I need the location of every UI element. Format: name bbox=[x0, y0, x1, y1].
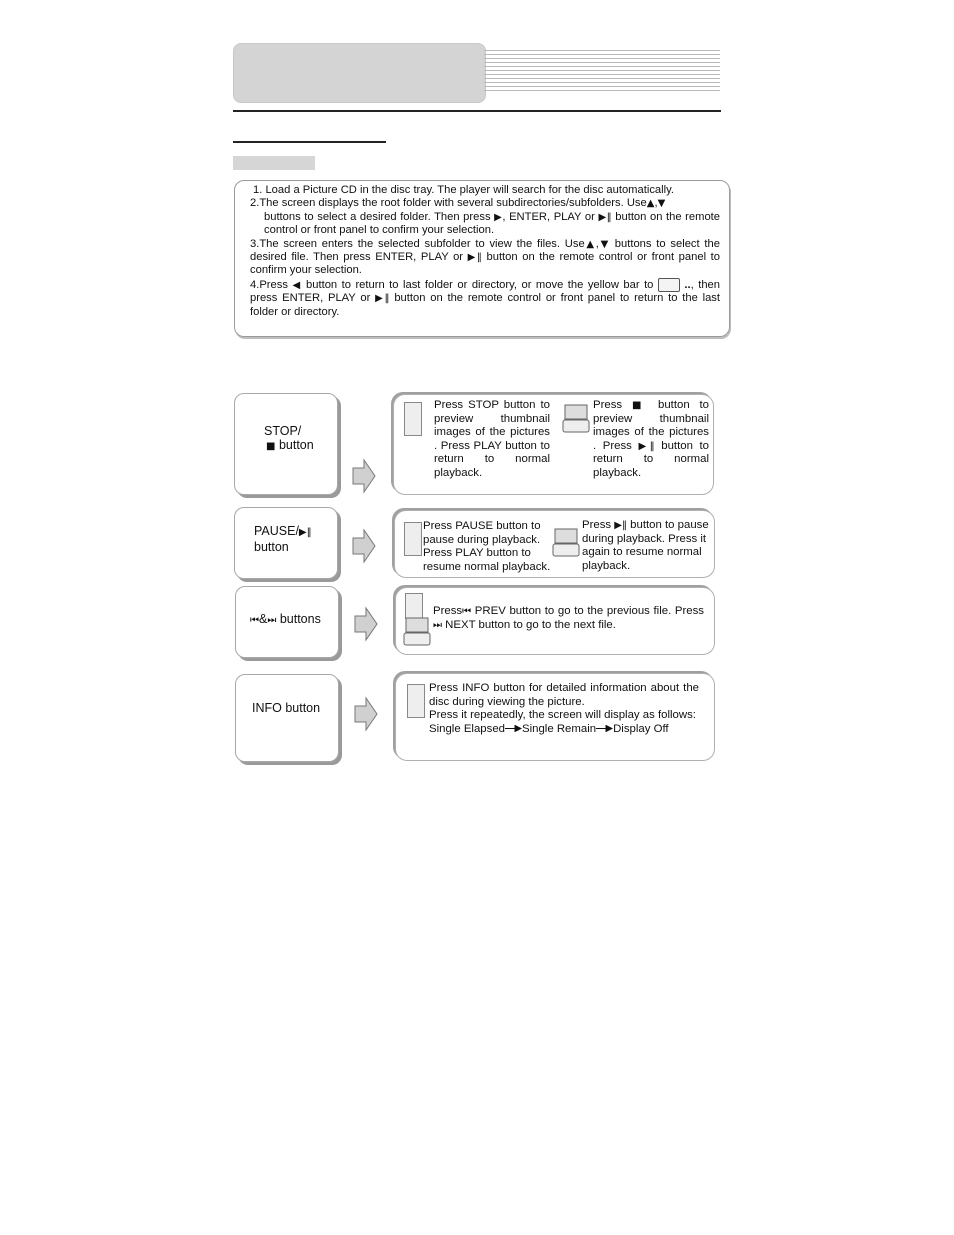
step-text: button on the remote control or front panel to confirm your selection. bbox=[250, 251, 721, 277]
info-text bbox=[429, 682, 699, 736]
stop-icon: ■ bbox=[266, 441, 276, 452]
step-text: button on the remote control or front panel to confirm your selection. bbox=[264, 210, 721, 237]
play-pause-icon: ▶‖ bbox=[467, 252, 482, 264]
stop-player-text bbox=[593, 399, 709, 481]
sequence-item: Display Off bbox=[613, 722, 669, 735]
desc-text: Press bbox=[582, 519, 612, 531]
desc-text: button to return to normal playback. bbox=[593, 439, 709, 479]
steps-list bbox=[250, 184, 720, 319]
stop-icon: ■ bbox=[631, 400, 649, 411]
arrow-icon bbox=[596, 725, 613, 732]
step-text: , ENTER, PLAY or bbox=[502, 210, 595, 223]
remote-control-icon bbox=[405, 593, 423, 619]
next-icon: ⏭ bbox=[433, 619, 442, 631]
desc-text: Press bbox=[433, 605, 463, 617]
desc-text: Press it repeatedly, the screen will display as follows: bbox=[429, 709, 696, 722]
remote-control-icon bbox=[404, 402, 422, 436]
prev-icon: ⏮ bbox=[462, 606, 472, 617]
step-separator: , bbox=[654, 197, 658, 210]
down-arrow-icon: ▼ bbox=[598, 238, 610, 250]
folder-icon bbox=[658, 278, 680, 292]
header-lines bbox=[484, 50, 720, 94]
label-line: STOP/ bbox=[264, 424, 302, 438]
info-button-box bbox=[235, 674, 339, 762]
arrow-right-icon bbox=[352, 528, 376, 564]
step-text: Press bbox=[259, 278, 288, 291]
portable-player-icon bbox=[552, 528, 580, 558]
step-4 bbox=[250, 278, 720, 319]
display-sequence bbox=[429, 723, 699, 737]
step-number: 4. bbox=[250, 278, 260, 291]
sequence-item: Single Remain bbox=[522, 722, 597, 735]
label-text: & bbox=[259, 612, 268, 626]
info-button-label: INFO button bbox=[252, 701, 321, 715]
stop-remote-text: Press STOP button to preview thumbnail images of the pictures . Press PLAY button to return to normal playback. bbox=[434, 399, 550, 479]
label-text: buttons bbox=[279, 612, 321, 626]
pause-button-label bbox=[254, 524, 312, 554]
step-text: Load a Picture CD in the disc tray. The player will search for the disc automatically. bbox=[265, 184, 674, 196]
play-pause-icon: ▶‖ bbox=[598, 211, 612, 223]
step-3 bbox=[250, 238, 720, 278]
desc-text: button to pause during playback. Press it again to resume normal playback. bbox=[582, 519, 709, 572]
label-line bbox=[264, 438, 314, 454]
step-text: The screen displays the root folder with several subdirectories/subfolders. Use bbox=[259, 197, 647, 210]
desc-text: NEXT button to go to the next file. bbox=[445, 618, 616, 631]
label-text: PAUSE/ bbox=[254, 524, 299, 538]
step-text: button on the remote control or front panel to return to the last folder or directory. bbox=[250, 292, 721, 318]
portable-player-icon bbox=[403, 617, 431, 647]
stop-button-label bbox=[264, 424, 314, 454]
step-text: button to return to last folder or directory, or move the yellow bar to bbox=[306, 278, 654, 291]
up-arrow-icon: ▲ bbox=[646, 198, 655, 210]
step-text: buttons to select the desired file. Then press ENTER, PLAY or bbox=[250, 237, 720, 264]
step-number: 2. bbox=[250, 197, 260, 210]
step-2 bbox=[250, 197, 720, 237]
subsection-label-bar bbox=[233, 156, 315, 170]
step-separator: , bbox=[595, 237, 599, 250]
desc-text: PREV button to go to the previous file. Press bbox=[474, 605, 705, 617]
label-line bbox=[254, 524, 312, 540]
step-number: 3. bbox=[250, 237, 260, 250]
step-number: 1. bbox=[253, 184, 263, 196]
step-text-cont bbox=[250, 211, 720, 238]
parent-folder-dots: .. bbox=[684, 278, 691, 291]
remote-control-icon bbox=[404, 522, 422, 556]
prev-next-text bbox=[433, 605, 704, 632]
left-arrow-icon: ◀ bbox=[292, 279, 302, 291]
down-arrow-icon: ▼ bbox=[657, 198, 666, 210]
desc-text: Press bbox=[593, 399, 623, 411]
sequence-item: Single Elapsed bbox=[429, 722, 505, 735]
right-arrow-icon: ▶ bbox=[494, 211, 503, 223]
next-icon: ⏭ bbox=[267, 615, 277, 626]
arrow-right-icon bbox=[354, 606, 378, 642]
arrow-right-icon bbox=[352, 458, 376, 494]
label-text: button bbox=[278, 438, 314, 452]
play-pause-icon: ▶‖ bbox=[375, 293, 390, 305]
portable-player-icon bbox=[562, 404, 590, 434]
pause-player-text bbox=[582, 519, 714, 573]
step-text: , then press ENTER, PLAY or bbox=[250, 278, 721, 305]
up-arrow-icon: ▲ bbox=[584, 238, 596, 250]
arrow-right-icon bbox=[354, 696, 378, 732]
step-text: buttons to select a desired folder. Then press bbox=[264, 210, 491, 223]
prev-next-button-label bbox=[250, 612, 321, 628]
remote-control-icon bbox=[407, 684, 425, 718]
pause-remote-text: Press PAUSE button to pause during playback. Press PLAY button to resume normal playback. bbox=[423, 520, 551, 573]
header-tab bbox=[233, 43, 486, 103]
play-pause-icon: ▶‖ bbox=[298, 527, 312, 538]
prev-icon: ⏮ bbox=[250, 615, 259, 626]
play-pause-icon: ▶‖ bbox=[614, 520, 627, 531]
play-pause-icon: ▶‖ bbox=[638, 440, 655, 452]
step-1 bbox=[250, 184, 720, 197]
section-title-underline bbox=[233, 141, 386, 143]
header-rule bbox=[233, 110, 721, 112]
arrow-icon bbox=[505, 725, 522, 732]
desc-text: Press INFO button for detailed information about the disc during viewing the picture. bbox=[429, 682, 699, 708]
step-text: The screen enters the selected subfolder to view the files. Use bbox=[259, 237, 585, 250]
label-text: button bbox=[254, 540, 289, 554]
desc-text: button to preview thumbnail images of the pictures . Press bbox=[593, 399, 710, 452]
